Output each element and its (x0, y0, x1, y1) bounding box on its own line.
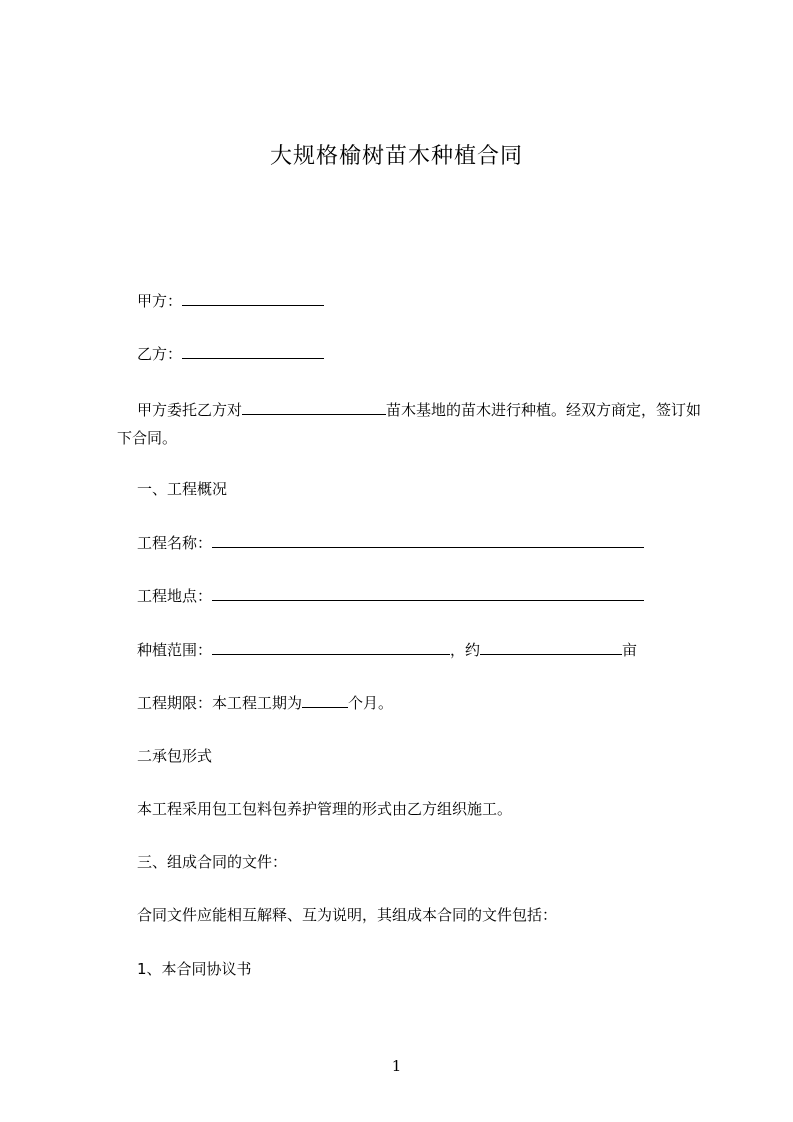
intro-blank-2 (314, 400, 386, 415)
contract-title: 大规格榆树苗木种植合同 (269, 144, 523, 169)
project-period-text-1: 工程期限：本工程工期为 (137, 694, 303, 712)
section3-content: 合同文件应能相互解释、互为说明，其组成本合同的文件包括： (137, 906, 558, 924)
project-period-text-2: 个月。 (348, 694, 394, 712)
section1-heading: 一、工程概况 (137, 480, 228, 498)
project-period-blank (302, 693, 348, 708)
project-period-line (137, 693, 393, 713)
project-location-label: 工程地点： (137, 587, 213, 605)
planting-scope-line (137, 640, 637, 660)
intro-paragraph (117, 396, 707, 452)
project-name-line (137, 533, 644, 553)
section3-item-1: 1、本合同协议书 (137, 960, 252, 978)
planting-scope-blank (212, 640, 450, 655)
planting-scope-label: 种植范围： (137, 641, 213, 659)
intro-text-2: 苗木基地的苗木进行种植。经双方商定，签订如下合同。 (117, 401, 702, 447)
party-b-line (137, 344, 324, 364)
project-name-blank (212, 533, 644, 548)
section2-heading: 二承包形式 (137, 747, 213, 765)
intro-blank-1 (242, 400, 314, 415)
project-location-blank (212, 586, 644, 601)
project-name-label: 工程名称： (137, 534, 213, 552)
section2-content: 本工程采用包工包料包养护管理的形式由乙方组织施工。 (137, 800, 513, 818)
section3-heading: 三、组成合同的文件： (137, 853, 288, 871)
party-a-line (137, 291, 324, 311)
planting-scope-unit: 亩 (622, 641, 638, 659)
page-number: 1 (391, 1057, 402, 1075)
project-location-line (137, 586, 644, 606)
party-a-label: 甲方： (137, 292, 183, 310)
party-b-blank (182, 344, 324, 359)
planting-area-blank (480, 640, 622, 655)
intro-text-1: 甲方委托乙方对 (137, 401, 243, 419)
party-b-label: 乙方： (137, 345, 183, 363)
planting-scope-mid: ，约 (450, 641, 481, 659)
party-a-blank (182, 291, 324, 306)
